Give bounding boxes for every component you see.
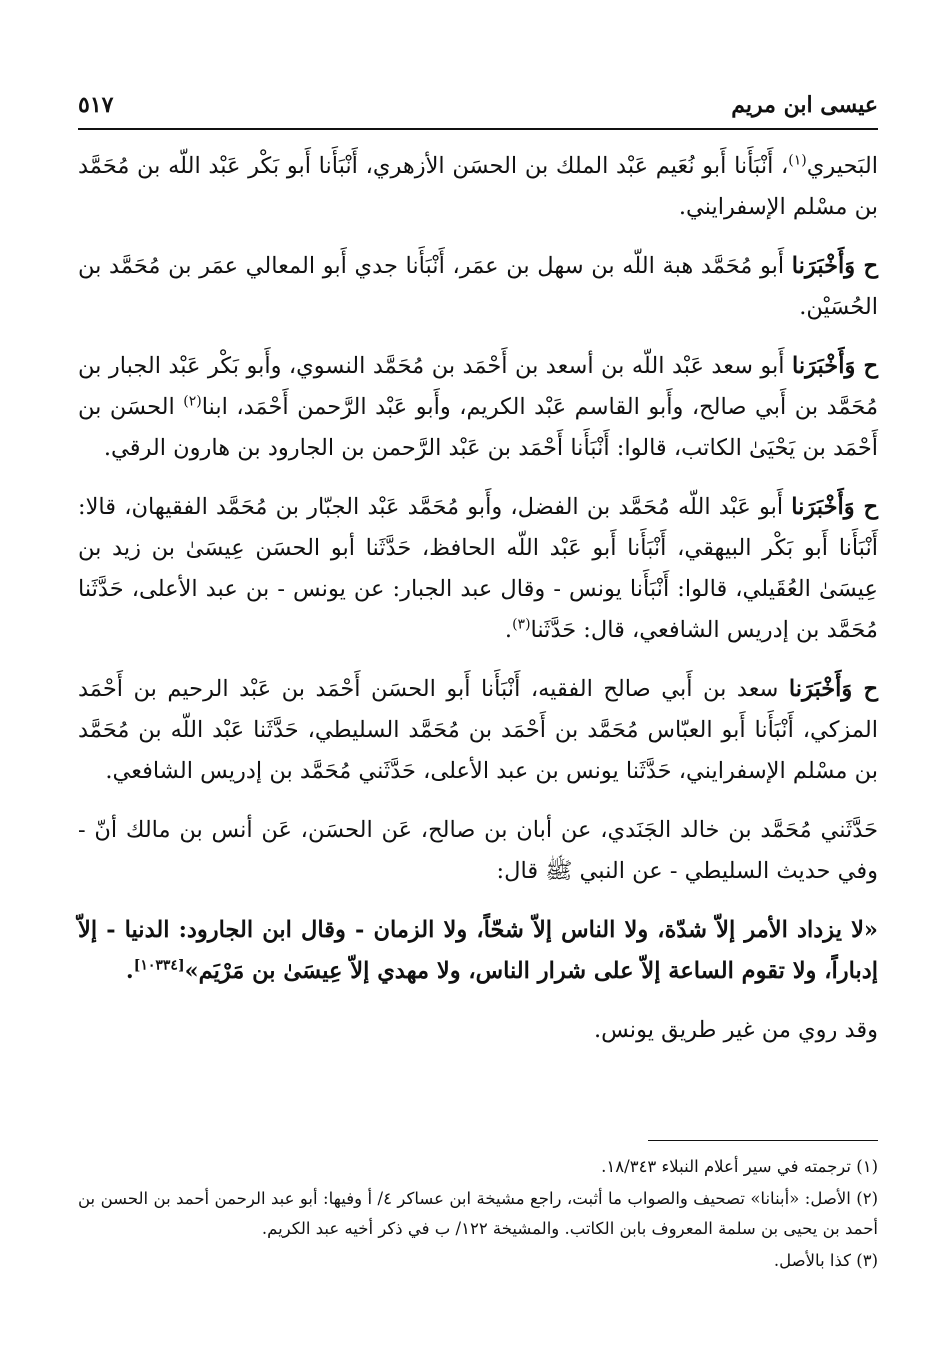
footnote-ref-2: (٢) bbox=[183, 393, 202, 410]
paragraph-6 bbox=[78, 810, 878, 892]
footnote-1 bbox=[78, 1152, 878, 1182]
page-number: ٥١٧ bbox=[78, 92, 114, 118]
hadith-number: [١٠٣٣٤] bbox=[133, 957, 185, 974]
footnote-text: ترجمته في سير أعلام النبلاء ١٨/٣٤٣. bbox=[601, 1157, 857, 1176]
paragraph-lead: ح وَأَخْبَرَنا bbox=[791, 253, 878, 279]
footnote-ref-3: (٣) bbox=[512, 616, 531, 633]
paragraph-rest: الحسَن بن أَحْمَد بن يَحْيَىٰ الكاتب، قالوا: أَنْبَأَنا أَحْمَد بن عَبْد الرَّحمن بن الجارود بن هارون الرقي. bbox=[78, 394, 878, 461]
paragraph-text: أَبو مُحَمَّد هبة اللّه بن سهل بن عمَر، أَنْبَأَنا جدي أَبو المعالي عمَر بن مُحَمَّد بن الحُسَيْن. bbox=[78, 253, 878, 320]
paragraph-4 bbox=[78, 487, 878, 651]
paragraph-rest: ، أَنْبَأَنا أَبو نُعَيم عَبْد الملك بن الحسَن الأزهري، أَنْبَأَنا أَبو بَكْر عَبْد اللّه بن مُحَمَّد بن مسْلم الإسفرايني. bbox=[78, 153, 878, 220]
footnote-number: (٣) bbox=[856, 1251, 878, 1270]
main-text bbox=[78, 146, 878, 1069]
paragraph-lead: ح وَأَخْبَرَنا bbox=[791, 353, 878, 379]
footnote-text: كذا بالأصل. bbox=[773, 1251, 857, 1270]
paragraph-rest: . bbox=[504, 617, 513, 643]
paragraph-lead: ح وَأَخْبَرَنا bbox=[791, 494, 878, 520]
paragraph-3 bbox=[78, 346, 878, 469]
quote-end: . bbox=[125, 958, 134, 984]
footnote-text: الأصل: «أبنانا» تصحيف والصواب ما أثبت، راجع مشيخة ابن عساكر ٤/ أ وفيها: أبو عبد الرحمن أحمد بن الحسن بن أحمد بن يحيى بن سلمة المعروف بابن الكاتب. والمشيخة ١٢٢/ ب في ذكر أخيه عبد الكريم. bbox=[78, 1189, 878, 1238]
running-title: عيسى ابن مريم bbox=[731, 92, 878, 118]
paragraph-lead: ح وَأَخْبَرَنا bbox=[788, 676, 878, 702]
paragraph-text: البَحيري bbox=[806, 153, 878, 179]
page-header bbox=[78, 86, 878, 130]
footnote-number: (٢) bbox=[856, 1189, 878, 1208]
paragraph-text: حَدَّثَني مُحَمَّد بن خالد الجَنَدي، عن أبان بن صالح، عَن الحسَن، عَن أنس بن مالك أنّ - وفي حديث السليطي - عن النبي ﷺ قال: bbox=[78, 817, 878, 884]
paragraph-text: سعد بن أَبي صالح الفقيه، أَنْبَأَنا أَبو الحسَن أَحْمَد بن عَبْد الرحيم بن أَحْمَد المزكي، أَنْبَأَنا أَبو العبّاس مُحَمَّد بن أَحْمَد بن مُحَمَّد السليطي، حَدَّثَنا عَبْد اللّه بن مُحَمَّد بن مسْلم الإسفرايني، حَدَّثَنا يونس بن عبد الأعلى، حَدَّثَني مُحَمَّد بن إدريس الشافعي. bbox=[78, 676, 878, 784]
footnote-2 bbox=[78, 1184, 878, 1244]
footnotes bbox=[78, 1152, 878, 1278]
footnote-divider bbox=[648, 1140, 878, 1141]
hadith-quote bbox=[78, 910, 878, 992]
paragraph-5 bbox=[78, 669, 878, 792]
closing-line: وقد روي من غير طريق يونس. bbox=[593, 1017, 878, 1043]
paragraph-2 bbox=[78, 246, 878, 328]
quote-text: «لا يزداد الأمر إلاّ شدّة، ولا الناس إلاّ شحّاً، ولا الزمان - وقال ابن الجارود: الدنيا - إلاّ إدباراً، ولا تقوم الساعة إلاّ على شرار الناس، ولا مهدي إلاّ عِيسَىٰ بن مَرْيَم» bbox=[78, 917, 878, 984]
paragraph-text: أَبو سعد عَبْد اللّه بن أسعد بن أَحْمَد بن مُحَمَّد النسوي، وأَبو بَكْر عَبْد الجبار بن مُحَمَّد بن أَبي صالح، وأَبو القاسم عَبْد الكريم، وأَبو عَبْد الرَّحمن أَحْمَد، ابنا bbox=[78, 353, 878, 420]
paragraph-text: أَبو عَبْد اللّه مُحَمَّد بن الفضل، وأَبو مُحَمَّد عَبْد الجبّار بن مُحَمَّد الفقيهان، قالا: أَنْبَأَنا أَبو بَكْر البيهقي، أَنْبَأَنا أَبو عَبْد اللّه الحافظ، حَدَّثَنا أبو الحسَن عِيسَىٰ بن زيد بن عِيسَىٰ العُقَيلي، قالوا: أَنْبَأَنا يونس - وقال عبد الجبار: عن يونس - بن عبد الأعلى، حَدَّثَنا مُحَمَّد بن إدريس الشافعي، قال: حَدَّثَنا bbox=[78, 494, 878, 643]
paragraph-1 bbox=[78, 146, 878, 228]
footnote-number: (١) bbox=[856, 1157, 878, 1176]
footnote-3 bbox=[78, 1246, 878, 1276]
footnote-ref-1: (١) bbox=[788, 152, 807, 169]
